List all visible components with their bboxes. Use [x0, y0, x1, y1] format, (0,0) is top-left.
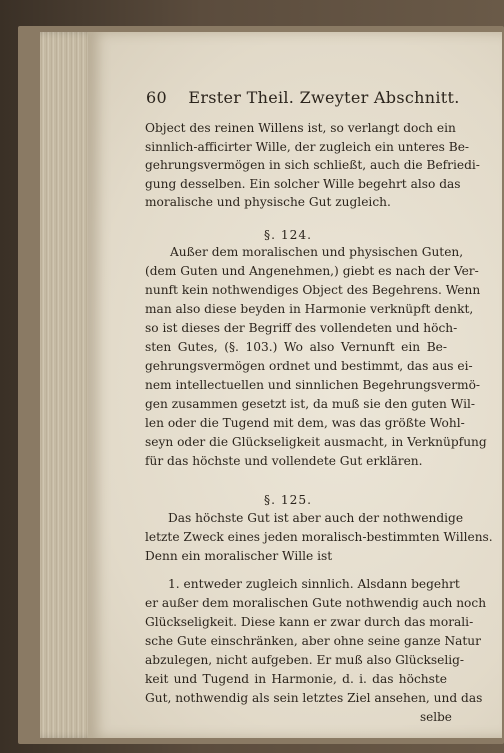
text-line: gehrungsvermögen in sich schließt, auch die Befriedi-: [145, 158, 480, 172]
page-number: 60: [146, 88, 167, 107]
text-line: Object des reinen Willens ist, so verlangt doch ein: [145, 121, 456, 135]
text-line: sten Gutes, (§. 103.) Wo also Vernunft ein Be-: [145, 340, 447, 354]
text-line: sinnlich-afficirter Wille, der zugleich ein unteres Be-: [145, 140, 470, 154]
text-line: nunft kein nothwendiges Object des Begehrens. Wenn: [145, 283, 481, 297]
text-line: Das höchste Gut ist aber auch der nothwendige: [168, 511, 464, 525]
text-line: 1. entweder zugleich sinnlich. Alsdann begehrt: [168, 577, 460, 591]
text-line: nem intellectuellen und sinnlichen Begehrungsvermö-: [145, 378, 481, 392]
catchword: selbe: [420, 710, 452, 724]
text-line: len oder die Tugend mit dem, was das größte Wohl-: [145, 416, 465, 430]
text-line: gung desselben. Ein solcher Wille begehrt also das: [145, 177, 461, 191]
section-heading: §. 125.: [264, 493, 312, 507]
text-line: Glückseligkeit. Diese kann er zwar durch das morali-: [145, 615, 474, 629]
section-heading: §. 124.: [264, 228, 312, 242]
text-line: abzulegen, nicht aufgeben. Er muß also Glückselig-: [145, 653, 465, 667]
text-line: für das höchste und vollendete Gut erklären.: [145, 454, 423, 468]
text-line: gehrungsvermögen ordnet und bestimmt, das aus ei-: [145, 359, 473, 373]
running-title: Erster Theil. Zweyter Abschnitt.: [188, 88, 460, 107]
text-line: Außer dem moralischen und physischen Guten,: [170, 245, 464, 259]
text-line: Gut, nothwendig als sein letztes Ziel ansehen, und das: [145, 691, 483, 705]
text-line: er außer dem moralischen Gute nothwendig auch noch: [145, 596, 487, 610]
text-line: so ist dieses der Begriff des vollendeten und höch-: [145, 321, 458, 335]
text-line: Denn ein moralischer Wille ist: [145, 549, 333, 563]
text-line: man also diese beyden in Harmonie verknüpft denkt,: [145, 302, 474, 316]
text-line: letzte Zweck eines jeden moralisch-bestimmten Willens.: [145, 530, 493, 544]
text-line: keit und Tugend in Harmonie, d. i. das höchste: [145, 672, 447, 686]
running-header: [146, 88, 460, 112]
text-line: (dem Guten und Angenehmen,) giebt es nach der Ver-: [145, 264, 479, 278]
text-line: gen zusammen gesetzt ist, da muß sie den guten Wil-: [145, 397, 475, 411]
text-line: moralische und physische Gut zugleich.: [145, 195, 391, 209]
text-line: seyn oder die Glückseligkeit ausmacht, in Verknüpfung: [145, 435, 487, 449]
text-line: sche Gute einschränken, aber ohne seine ganze Natur: [145, 634, 481, 648]
